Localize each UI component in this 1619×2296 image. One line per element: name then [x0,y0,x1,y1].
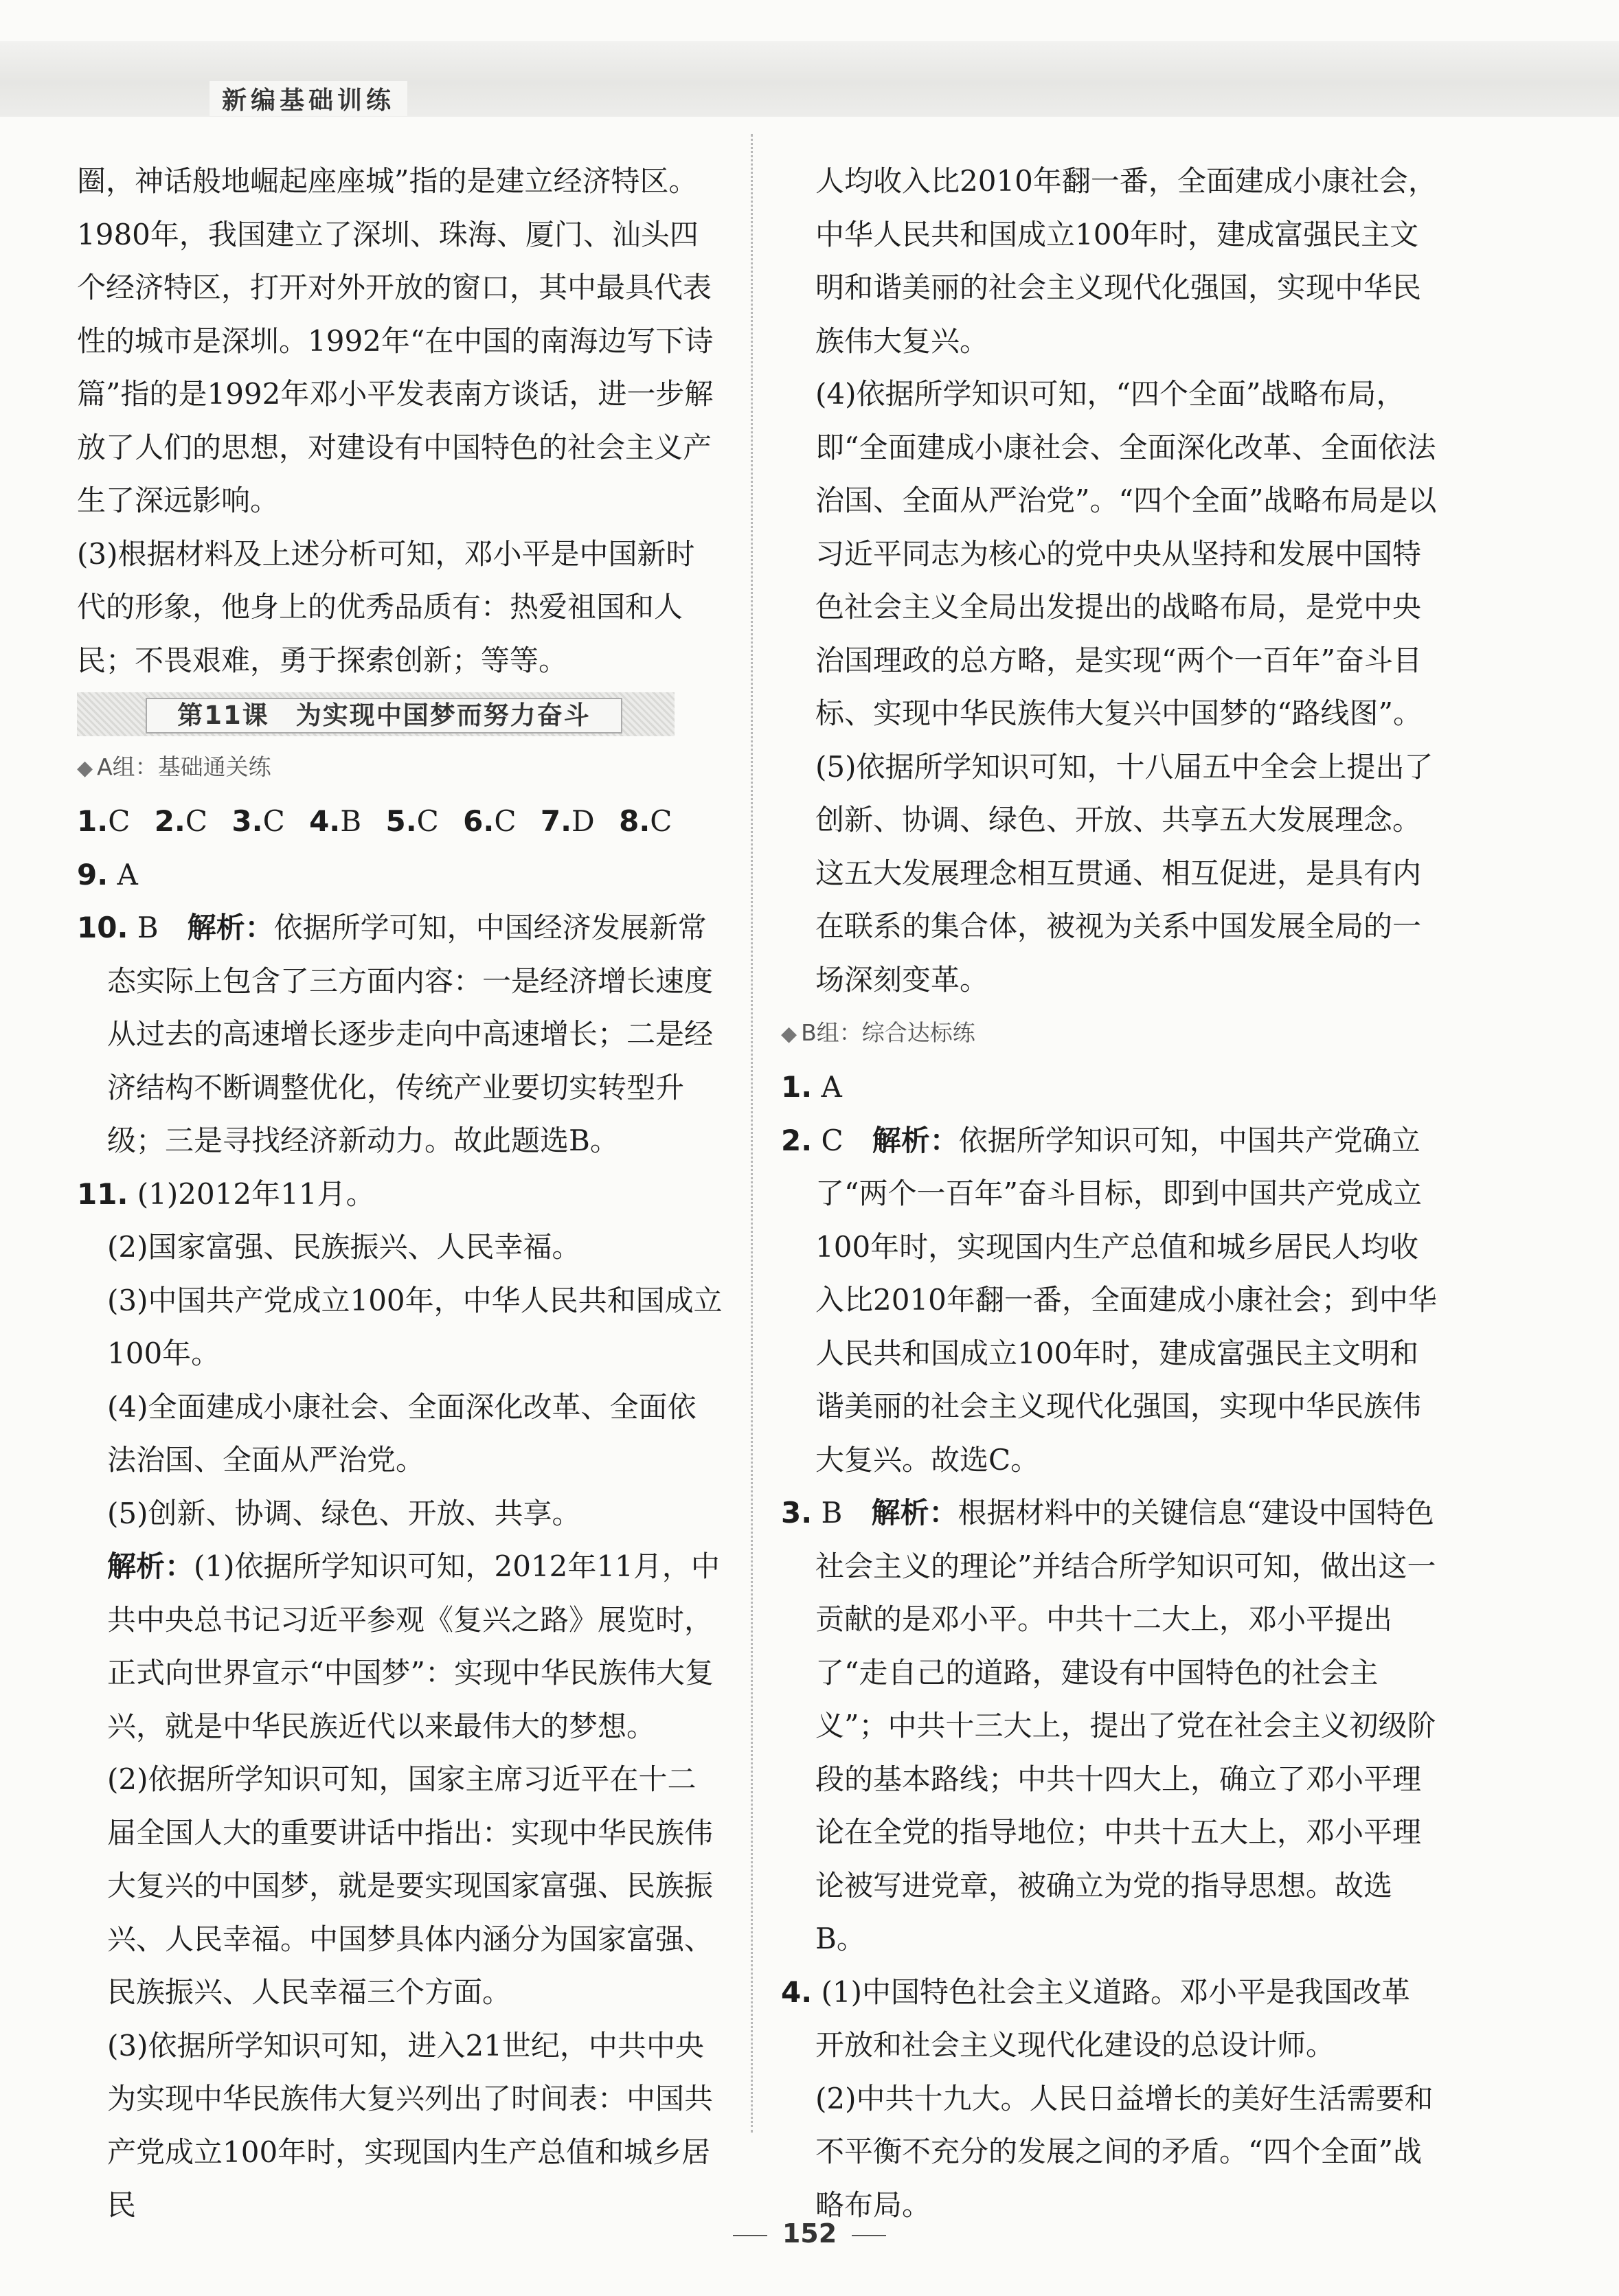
question-11: 11. (1)2012年11月。 [77,1177,375,1211]
dash [852,2235,886,2236]
explanation: 人均收入比2010年翻一番，全面建成小康社会，中华人民共和国成立100年时，建成富强民主文明和谐美丽的社会主义现代化强国，实现中华民族伟大复兴。 [815,164,1437,358]
question-b4: 4. (1)中国特色社会主义道路。邓小平是我国改革开放和社会主义现代化建设的总设计师。 [781,1975,1411,2062]
question-10: 10. B 解析：依据所学可知，中国经济发展新常态实际上包含了三方面内容：一是经济增长速度从过去的高速增长逐步走向中高速增长；二是经济结构不断调整优化，传统产业要切实转型升级；三是寻找经济新动力。故此题选B。 [77,911,714,1157]
right-column [781,155,1437,2231]
answer-line: (2)国家富强、民族振兴、人民幸福。 [107,1230,581,1264]
section-banner [77,692,675,736]
dash [733,2235,767,2236]
answer-item: 8.C [619,804,672,838]
answer-row: 9. A [77,857,138,891]
explanation: (5)依据所学知识可知，十八届五中全会上提出了创新、协调、绿色、开放、共享五大发展理念。这五大发展理念相互贯通、相互促进，是具有内在联系的集合体，被视为关系中国发展全局的一场深刻变革。 [815,749,1434,997]
section-title: 第11课 为实现中国梦而努力奋斗 [146,698,622,734]
left-column [77,155,723,2232]
header-title: 新编基础训练 [210,81,407,116]
answer-item: 4.B [309,804,362,838]
explanation: 解析：(1)依据所学知识可知，2012年11月，中共中央总书记习近平参观《复兴之路》展览时，正式向世界宣示“中国梦”：实现中华民族伟大复兴，就是中华民族近代以来最伟大的梦想。 [107,1549,720,1743]
answer-line: (5)创新、协调、绿色、开放、共享。 [107,1496,581,1530]
answer-item: 2.C [154,804,208,838]
answer-item: 1.C [77,804,131,838]
group-b-heading: ◆ B组：综合达标练 [781,1019,975,1046]
answer-item: 7.D [540,804,595,838]
answer-row [77,795,723,848]
page-number: 152 [0,2218,1619,2249]
answer-line: (3)中国共产党成立100年，中华人民共和国成立100年。 [107,1283,723,1370]
group-a-heading: ◆ A组：基础通关练 [77,753,271,780]
answer-line: (2)中共十九大。人民日益增长的美好生活需要和不平衡不充分的发展之间的矛盾。“四个全面”战略布局。 [815,2081,1434,2222]
explanation: (3)依据所学知识可知，进入21世纪，中共中央为实现中华民族伟大复兴列出了时间表：中国共产党成立100年时，实现国内生产总值和城乡居民 [107,2028,714,2222]
question-b3: 3. B 解析：根据材料中的关键信息“建设中国特色社会主义的理论”并结合所学知识可知，做出这一贡献的是邓小平。中共十二大上，邓小平提出了“走自己的道路，建设有中国特色的社会主义”；中共十三大上，提出了党在社会主义初级阶段的基本路线；中共十四大上，确立了邓小平理论在全党的指导地位；中共十五大上，邓小平理论被写进党章，被确立为党的指导思想。故选B。 [781,1496,1436,1955]
answer-row: 1. A [781,1070,842,1104]
answer-line: (4)全面建成小康社会、全面深化改革、全面依法治国、全面从严治党。 [107,1389,697,1477]
diamond-icon: ◆ [77,756,93,780]
explanation: (2)依据所学知识可知，国家主席习近平在十二届全国人大的重要讲话中指出：实现中华民族伟大复兴的中国梦，就是要实现国家富强、民族振兴、人民幸福。中国梦具体内涵分为国家富强、民族振兴、人民幸福三个方面。 [107,1762,714,2009]
question-b2: 2. C 解析：依据所学知识可知，中国共产党确立了“两个一百年”奋斗目标，即到中国共产党成立100年时，实现国内生产总值和城乡居民人均收入比2010年翻一番，全面建成小康社会；到中华人民共和国成立100年时，建成富强民主文明和谐美丽的社会主义现代化强国，实现中华民族伟大复兴。故选C。 [781,1123,1437,1477]
column-divider [751,134,753,2133]
answer-item: 3.C [231,804,285,838]
answer-item: 6.C [463,804,517,838]
paragraph: 圈，神话般地崛起座座城”指的是建立经济特区。1980年，我国建立了深圳、珠海、厦门、汕头四个经济特区，打开对外开放的窗口，其中最具代表性的城市是深圳。1992年“在中国的南海边写下诗篇”指的是1992年邓小平发表南方谈话，进一步解放了人们的思想，对建设有中国特色的社会主义产生了深远影响。 [77,164,714,517]
explanation: (4)依据所学知识可知，“四个全面”战略布局，即“全面建成小康社会、全面深化改革、全面依法治国、全面从严治党”。“四个全面”战略布局是以习近平同志为核心的党中央从坚持和发展中国特色社会主义全局出发提出的战略布局，是党中央治国理政的总方略，是实现“两个一百年”奋斗目标、实现中华民族伟大复兴中国梦的“路线图”。 [815,377,1437,730]
paragraph: (3)根据材料及上述分析可知，邓小平是中国新时代的形象，他身上的优秀品质有：热爱祖国和人民；不畏艰难，勇于探索创新；等等。 [77,536,695,677]
diamond-icon: ◆ [781,1022,797,1046]
answer-item: 5.C [385,804,439,838]
